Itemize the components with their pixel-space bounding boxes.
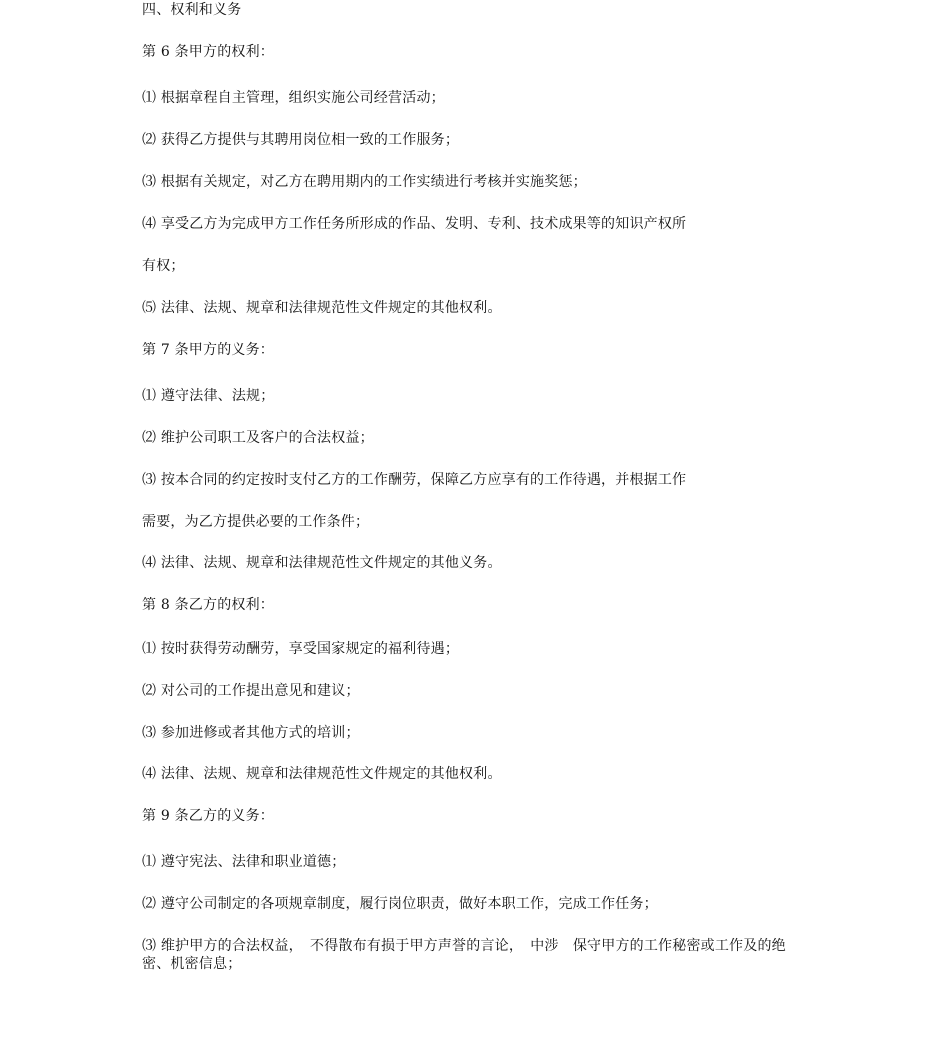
article-9-item-1: ⑴ 遵守宪法、法律和职业道德； xyxy=(142,854,346,870)
article-9-item-2: ⑵ 遵守公司制定的各项规章制度，履行岗位职责，做好本职工作，完成工作任务； xyxy=(142,896,658,912)
article-7-item-2: ⑵ 维护公司职工及客户的合法权益； xyxy=(142,430,374,446)
article-8-item-1: ⑴ 按时获得劳动酬劳，享受国家规定的福利待遇； xyxy=(142,641,460,657)
article-9-item-3: ⑶ 维护甲方的合法权益， 不得散布有损于甲方声誉的言论， 中涉 保守甲方的工作秘密或工作及的绝密、机密信息； xyxy=(142,938,786,972)
article-8-item-4: ⑷ 法律、法规、规章和法律规范性文件规定的其他权利。 xyxy=(142,766,502,782)
article-9-heading: 第 9 条乙方的义务： xyxy=(142,808,275,824)
article-7-item-1: ⑴ 遵守法律、法规； xyxy=(142,388,275,404)
article-6-item-2: ⑵ 获得乙方提供与其聘用岗位相一致的工作服务； xyxy=(142,132,460,148)
article-6-heading: 第 6 条甲方的权利： xyxy=(142,44,275,60)
article-8-item-2: ⑵ 对公司的工作提出意见和建议； xyxy=(142,683,360,699)
article-6-item-4-cont: 有权； xyxy=(142,258,185,274)
article-7-item-4: ⑷ 法律、法规、规章和法律规范性文件规定的其他义务。 xyxy=(142,555,502,571)
article-6-item-3: ⑶ 根据有关规定，对乙方在聘用期内的工作实绩进行考核并实施奖惩； xyxy=(142,174,587,190)
article-6-item-1: ⑴ 根据章程自主管理，组织实施公司经营活动； xyxy=(142,90,445,106)
article-7-item-3: ⑶ 按本合同的约定按时支付乙方的工作酬劳，保障乙方应享有的工作待遇，并根据工作 xyxy=(142,472,687,488)
article-7-heading: 第 7 条甲方的义务： xyxy=(142,342,275,358)
article-8-heading: 第 8 条乙方的权利： xyxy=(142,597,275,613)
article-6-item-5: ⑸ 法律、法规、规章和法律规范性文件规定的其他权利。 xyxy=(142,300,502,316)
article-7-item-3-cont: 需要，为乙方提供必要的工作条件； xyxy=(142,514,370,530)
article-8-item-3: ⑶ 参加进修或者其他方式的培训； xyxy=(142,725,360,741)
article-6-item-4: ⑷ 享受乙方为完成甲方工作任务所形成的作品、发明、专利、技术成果等的知识产权所 xyxy=(142,216,687,232)
section-title: 四、权利和义务 xyxy=(142,2,242,18)
